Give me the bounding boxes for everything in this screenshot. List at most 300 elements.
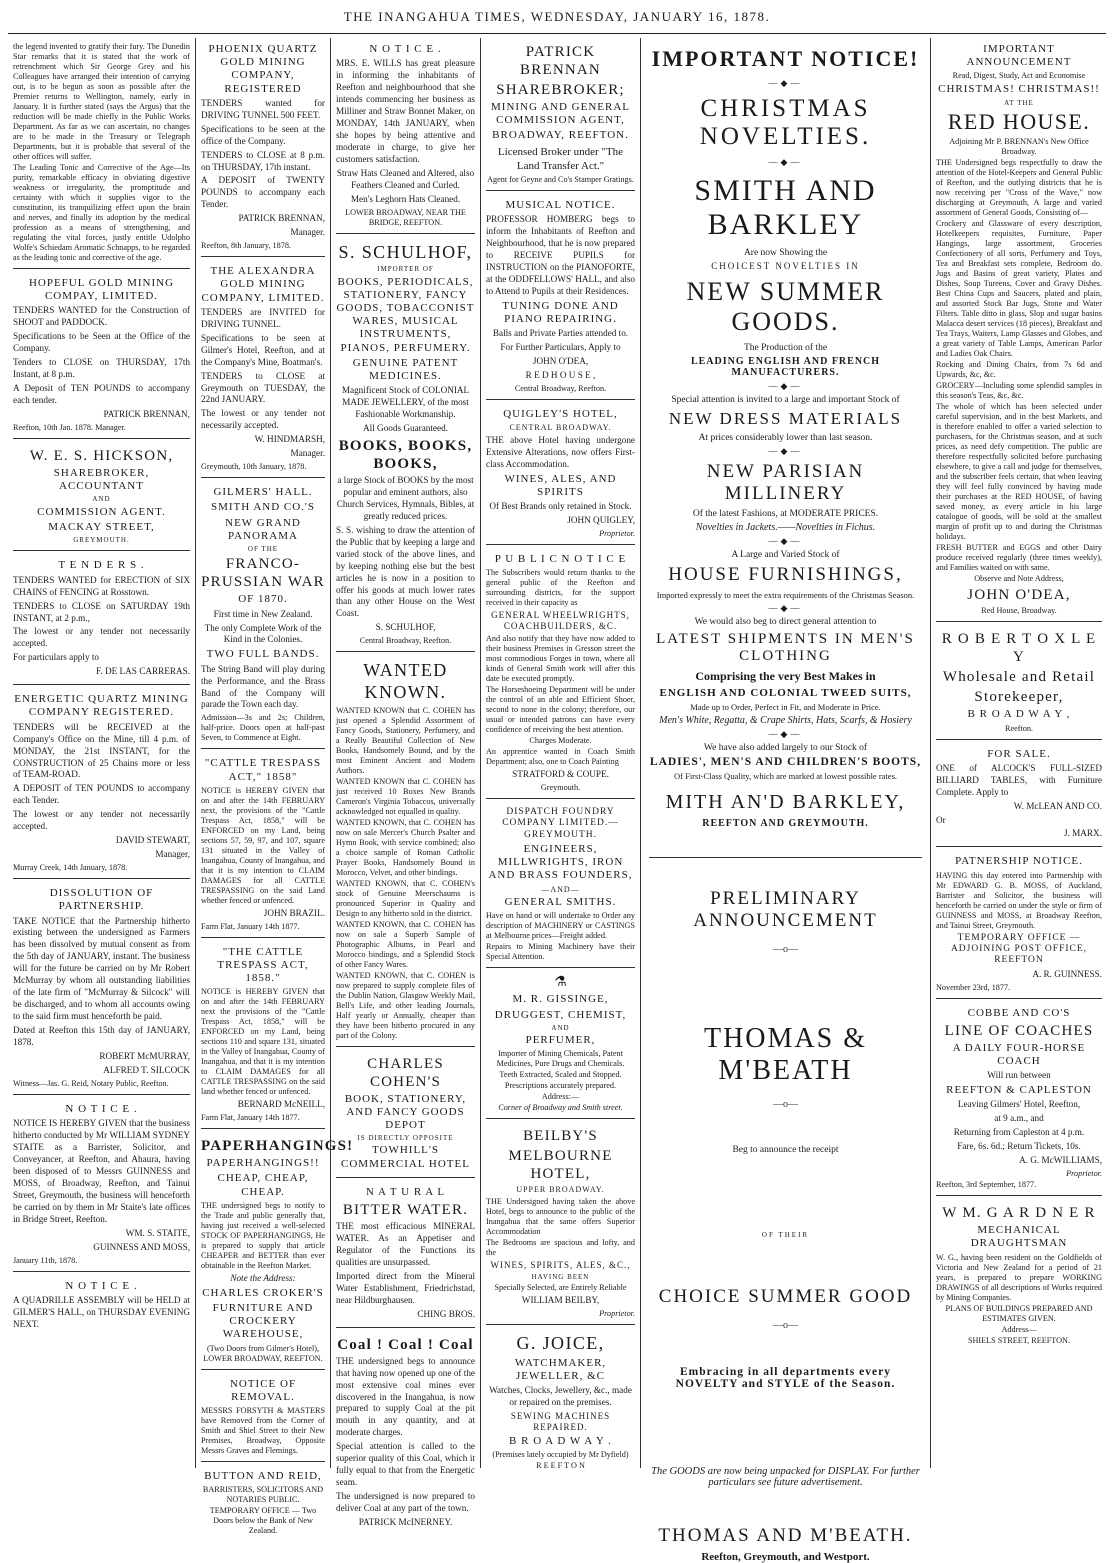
ad-body: Charges Moderate. <box>529 735 592 745</box>
ad-body: TENDERS to CLOSE at Greymouth on TUESDAY, the 22nd JANUARY. <box>201 370 325 405</box>
ad-heading: R O B E R T O X L E Y <box>941 631 1097 666</box>
ad-subheading: —AND— <box>541 884 580 894</box>
ornament: —◆— <box>768 446 803 456</box>
ad-subheading: LATEST SHIPMENTS IN MEN'S CLOTHING <box>656 631 915 664</box>
ad-heading: GILMERS' HALL. <box>213 486 313 499</box>
ad-town: GREYMOUTH. <box>73 536 130 545</box>
ad-body: A DEPOSIT of TEN POUNDS to accompany each Tender. <box>13 783 190 806</box>
ad-heading: FOR SALE. <box>987 747 1051 760</box>
ad-signature: JOHN QUIGLEY, <box>567 515 635 526</box>
ornament: —o— <box>773 944 798 955</box>
paperhangings-ad <box>201 1132 354 1369</box>
ad-subheading: AND <box>551 1023 570 1032</box>
dissolution-ad <box>13 882 190 1095</box>
ad-body: TENDERS to CLOSE at 8 p.m. on THURSDAY, 17th instant. <box>201 149 325 172</box>
ad-heading: T E N D E R S . <box>58 559 145 572</box>
ad-body: Of the latest Fashions, at MODERATE PRICES. <box>692 509 879 519</box>
ad-body: W. G., having been resident on the Goldfields of Victoria and New Zealand for a period of 21 years, is prepared to prepare WORKING DRAWINGS of all descriptions of Works required by Mining Companies. <box>936 1252 1102 1302</box>
ad-body: (Premises lately occupied by Mr Dyfield) <box>492 1449 629 1459</box>
ad-body: Special attention is invited to a large and important Stock of <box>671 395 900 405</box>
ad-date: Farm Flat, January 14th 1877. <box>201 1113 300 1123</box>
ad-subheading: NEW GRAND PANORAMA <box>225 516 301 542</box>
ad-body: TENDERS WANTED for the Construction of SHOOT and PADDOCK. <box>13 305 190 328</box>
ad-role: Proprietor. <box>599 529 635 539</box>
ad-date: Greymouth, 10th January, 1878. <box>201 462 307 472</box>
ad-body: (Two Doors from Gilmer's Hotel), LOWER BROADWAY, REEFTON. <box>203 1343 323 1363</box>
ad-body: A Deposit of TEN POUNDS to accompany each tender. <box>13 383 190 406</box>
ad-subheading: LINE OF COACHES <box>944 1022 1094 1039</box>
ad-body: TENDERS to CLOSE on SATURDAY 19th INSTANT, at 2 p.m., <box>13 600 190 623</box>
phoenix-tender-ad <box>201 38 325 257</box>
ad-body: WANTED KNOWN that C. COHEN has just opened a Splendid Assortment of Fancy Goods, Stationery, Perfumery, and a Really Beautiful Collection of New Books, Handsomely Bound, and by the most Eminent Ancient and Modern Authors. <box>336 705 475 775</box>
ad-body: For particulars apply to <box>13 652 99 663</box>
ad-subheading: CHRISTMAS! CHRISTMAS!! <box>938 83 1100 96</box>
ad-heading: S. SCHULHOF, <box>338 241 473 262</box>
ad-body: The undersigned is now prepared to deliver Coal at any part of the town. <box>336 1491 475 1514</box>
ad-heading: NOTICE OF REMOVAL. <box>229 1377 297 1403</box>
ad-body: Tenders to CLOSE on THURSDAY, 17th Instant, at 8 p.m. <box>13 357 190 380</box>
ad-heading: ENERGETIC QUARTZ MINING COMPANY REGISTERED. <box>14 693 189 719</box>
beilby-hotel-ad <box>486 1122 635 1325</box>
ad-body: Agent for Geyne and Co's Stamper Gratings. <box>487 175 634 185</box>
ad-subheading: MELBOURNE HOTEL, <box>508 1148 613 1183</box>
ad-subheading: GENERAL WHEELWRIGHTS, COACHBUILDERS, &C. <box>491 610 630 632</box>
ad-body: Special attention is called to the superior quality of this Coal, which it fully equal to that from the Energetic seam. <box>336 1441 475 1488</box>
column-3 <box>331 38 480 1528</box>
ad-signature: J. MARX. <box>1063 828 1102 839</box>
ad-body: WANTED KNOWN, that C. COHEN has now on sale a Superb Sample of Photographic Albums, in Pearl and Morocco bindings, and a Splendid Stock of other Fancy Wares. <box>336 919 475 969</box>
ad-heading: PHOENIX QUARTZ GOLD MINING COMPANY, REGISTERED <box>208 43 318 95</box>
ad-body: Have on hand or will undertake to Order any description of MACHINERY or CASTINGS at Melbourne prices—Freight added. <box>486 911 635 941</box>
ad-body: THE Undersigned having taken the above Hotel, begs to announce to the public of the Inangahua that the same offers Superior Accommodation <box>486 1196 635 1236</box>
ad-body: Returning from Capleston at 4 p.m. <box>953 1127 1085 1138</box>
ad-signature: A. R. GUINNESS. <box>1032 968 1102 979</box>
divider <box>649 857 922 858</box>
staite-notice-ad <box>13 1098 190 1272</box>
ad-signature: STRATFORD & COUPE. <box>512 768 609 779</box>
ad-body: The Subscribers would return thanks to the general public of the Reefton and surrounding districts, for the support received in their capacity as <box>486 568 635 608</box>
gardner-draughtsman-ad <box>936 1199 1102 1350</box>
ad-signature: F. DE LAS CARRERAS. <box>96 666 190 677</box>
ad-subheading: CHARLES CROKER'S <box>202 1286 324 1299</box>
tonic-ad-text: The Leading Tonic and Corrective of the Age—Its purity, remarkable efficacy in obviating digestive weakness or irregularity, the promptitude and certainty with which it supplies vigor to the constitution, its tranquilizing effect upon the brain and nerves, and finally its adoption by the medical profession as a means of strengthening, and regulating the vital forces, justly entitle Udolpho Wolfe's Schiedam Aromatic Schnapps, to be regarded as the leading tonic and corrective of the age. <box>13 163 190 262</box>
ad-body: The whole of which has been selected under careful supervision, and in the best Markets, and is therefore enabled to offer a varied selection to purchasers, for the Christmas season, and at such prices, as need defy competition. The public are therefore respectfully solicited before purchasing elsewhere, to give a call and judge for themselves, and the subscriber feels certain, that when leaving they will feel fully convinced by having made their purchases at the RED HOUSE, of having saved money, as every article in his large catalogue of goods, will be sold at the smallest margin of profit up to and during the Christmas holidays. <box>936 402 1102 542</box>
ad-body: THE most efficacious MINERAL WATER. As an Appetiser and Regulator of the Functions its qualities are unsurpassed. <box>336 1221 475 1267</box>
ad-subheading: COMMISSION AGENT. <box>37 505 166 518</box>
ad-date: November 23rd, 1877. <box>936 982 1011 992</box>
ad-body: Leaving Gilmers' Hotel, Reefton, <box>957 1099 1081 1110</box>
cohen-depot-ad <box>336 1050 475 1178</box>
ad-subheading: PERFUMER, <box>525 1034 596 1047</box>
ad-body: Men's White, Regatta, & Crape Shirts, Hats, Scarfs, & Hosiery <box>659 715 912 726</box>
ad-body: MESSRS FORSYTH & MASTERS have Removed from the Corner of Smith and Shiel Street to their New Premises, Broadway, Opposite Messrs Graves and Flemings. <box>201 1405 325 1455</box>
ad-signature: WM. S. STAITE, <box>125 1227 190 1238</box>
joice-watchmaker-ad <box>486 1328 635 1476</box>
hopeful-tender-ad <box>13 272 190 439</box>
ad-subheading: SHAREBROKER, ACCOUNTANT <box>53 466 150 493</box>
ad-subheading: GENUINE PATENT MEDICINES. <box>352 356 459 382</box>
ad-body: A QUADRILLE ASSEMBLY will be HELD at GILMER'S HALL, on THURSDAY EVENING NEXT. <box>13 1294 190 1329</box>
ad-body: Admission—3s and 2s; Children, half-price. Doors open at half-past Seven, to Commence at Eight. <box>201 713 325 743</box>
ad-body: WANTED KNOWN, that C. COHEN is now prepared to supply complete files of the Dublin Nation, Glasgow Weekly Mail, Bell's Life, and other leading Journals, Half yearly or Annually, cheaper than they have been hitherto procured in any part of the Colony. <box>336 970 475 1040</box>
cobbe-coaches-ad <box>936 1002 1102 1196</box>
ad-subheading: BOOK, STATIONERY, AND FANCY GOODS DEPOT <box>344 1092 467 1131</box>
ad-heading: CHARLES COHEN'S <box>367 1055 444 1090</box>
ad-body: Importer of Mining Chemicals, Patent Medicines, Pure Drugs and Chemicals. <box>496 1049 625 1069</box>
ad-body: Novelties in Jackets.——Novelties in Fichus. <box>695 522 876 533</box>
ad-heading: M. R. GISSINGE, <box>512 993 609 1006</box>
ad-body: PLANS OF BUILDINGS PREPARED AND ESTIMATES GIVEN. <box>945 1303 1093 1323</box>
ad-body: TENDERS wanted for DRIVING TUNNEL 500 FEET. <box>201 97 325 120</box>
ad-body: THE above Hotel having undergone Extensive Alterations, now offers First-class Accommodation. <box>486 434 635 469</box>
ad-signature: W. McLEAN AND CO. <box>1013 800 1102 811</box>
ad-body: Licensed Broker under "The Land Transfer Act." <box>497 145 624 172</box>
ornament: —◆— <box>768 78 803 88</box>
ad-heading: IMPORTANT NOTICE! <box>651 46 920 71</box>
ad-body: TENDERS will be RECEIVED at the Company's Office on the Mine, till 4 p.m. of MONDAY, the 21st INSTANT, for the CONSTRUCTION of 25 Chains more or less of TEAM-ROAD. <box>13 721 190 780</box>
ad-body: THE undersigned begs to notify to the Trade and public generally that, having just received a well-selected STOCK OF PAPERHANGINGS, He is prepared to supply that article CHEAPER and BETTER than ever obtainable in the Reefton Market. <box>201 1200 325 1270</box>
ad-heading: HOPEFUL GOLD MINING COMPAY, LIMITED. <box>28 277 175 303</box>
ad-body: Specifications to be seen at the office of the Company. <box>201 123 325 146</box>
ad-body: The Horseshoeing Department will be under the control of an able and Efficient Shoer, second to none in the colony; therefore, our usual or intended patrons can have every confidence of receiving the best attention. <box>486 684 635 734</box>
ad-date: Dated at Reefton this 15th day of JANUARY, 1878. <box>13 1025 190 1048</box>
ad-body: BARRISTERS, SOLICITORS AND NOTARIES PUBLIC. <box>202 1485 324 1505</box>
ad-body: Observe and Note Address, <box>974 574 1064 584</box>
ad-subheading: FURNITURE AND CROCKERY WAREHOUSE, <box>212 1301 314 1341</box>
ad-subheading: DRUGGEST, CHEMIST, <box>494 1008 627 1021</box>
ad-address: B R O A D W A Y . <box>509 1434 612 1447</box>
ad-firm-name: THOMAS AND M'BEATH. <box>658 1525 913 1546</box>
billiard-sale-ad <box>936 743 1102 848</box>
ad-town: R E E F T O N <box>536 1460 585 1470</box>
ad-subheading: Storekeeper, <box>974 689 1064 706</box>
ad-date: Reefton, 3rd September, 1877. <box>936 1180 1037 1190</box>
ad-subheading: CHEAP, CHEAP, CHEAP. <box>217 1172 309 1198</box>
news-text: the legend invented to gratify their fury. The Dunedin Star remarks that it is stated that the work of retrenchment which Sir George Grey and his Colleagues have arranged their intention of carrying out, is to be begun as soon as possible after the Premier returns to Wellington, namely, early in January. It is further stated (says the Argus) that the reduction will be made chiefly in the Public Works Department. As far as we can ascertain, no changes are to be made in the Treasury or Telegraph Departments, but it is probable that several of the other offices will suffer. <box>13 42 190 161</box>
ad-body: PROFESSOR HOMBERG begs to inform the Inhabitants of Reefton and Neighbourhood, that he is now prepared to RECEIVE PUPILS for INSTRUCTION on the PIANOFORTE, at the ODDFELLOWS' HALL, and also to Attend to Pupils at their Residences. <box>486 214 635 297</box>
ad-heading: BUTTON AND REID, <box>204 1469 322 1482</box>
ad-body: TENDERS are INVITED for DRIVING TUNNEL. <box>201 306 325 329</box>
fencing-tender-ad <box>13 554 190 685</box>
ad-body: LEADING ENGLISH AND FRENCH MANUFACTURERS. <box>690 356 881 378</box>
gissing-chemist-ad <box>486 971 635 1119</box>
ad-body: Note the Address: <box>230 1272 296 1283</box>
main-advertisement <box>641 38 930 1563</box>
ad-signature: JOHN O'DEA, <box>967 587 1071 604</box>
ad-body: MRS. E. WILLS has great pleasure in informing the inhabitants of Reefton and neighbourhood that she intends commencing her business as Milliner and Straw Bonnet Maker, on MONDAY, 14th JANUARY, when she hopes by being attentive and moderate in charge, to give her customers satisfaction. <box>336 58 475 164</box>
ad-date: Reefton, 10th Jan. 1878. Manager. <box>13 422 126 432</box>
column-6 <box>931 38 1107 1468</box>
ad-heading: RED HOUSE. <box>947 108 1091 134</box>
ad-body: Of Best Brands only retained in Stock. <box>489 501 632 512</box>
ad-body: Embracing in all departments every NOVELTY and STYLE of the Season. <box>675 1366 896 1390</box>
ad-body: FRESH BUTTER and EGGS and other Dairy produce received regularly (three times weekly), and Families waited on with same. <box>936 543 1102 573</box>
cattle-trespass-ad-2 <box>201 941 325 1130</box>
ornament: —◆— <box>768 603 803 613</box>
ad-body: Specifications to be Seen at the Office of the Company. <box>13 331 190 354</box>
ad-subheading: SMITH AND CO.'S <box>210 501 316 514</box>
ad-subheading: WATCHMAKER, JEWELLER, &C <box>514 1356 607 1382</box>
ad-subheading: NEW SUMMER GOODS. <box>686 277 885 336</box>
ad-body: A Large and Varied Stock of <box>731 550 840 560</box>
ad-body: The GOODS are now being unpacked for DISPLAY. For further particulars see future advertisement. <box>651 1466 920 1488</box>
mortar-pestle-icon: ⚗ <box>554 975 567 991</box>
ad-body: We would also beg to direct general attention to <box>694 617 877 627</box>
quigley-hotel-ad <box>486 403 635 545</box>
ad-address: LOWER BROADWAY, NEAR THE BRIDGE, REEFTON. <box>345 207 466 227</box>
ad-body: Imported direct from the Mineral Water Establishment, Friedrichstad, near Hildburghausen. <box>336 1270 475 1305</box>
oxley-storekeeper-ad <box>936 625 1102 739</box>
ad-body: We have also added largely to our Stock of <box>703 743 868 753</box>
ad-heading: PATRICK BRENNAN <box>520 44 601 78</box>
ad-body: TENDERS WANTED for ERECTION of SIX CHAINS of FENCING at Rosstown. <box>13 574 190 597</box>
ad-body: Adjoining Mr P. BRENNAN's New Office Broadway. <box>949 137 1089 157</box>
ad-body: The only Complete Work of the Kind in the Colonies. <box>204 622 322 645</box>
ad-address: Central Broadway, Reefton. <box>514 384 607 394</box>
ad-signature: PATRICK McINERNEY. <box>358 1517 453 1528</box>
ad-body: Address:— <box>541 1092 580 1102</box>
ad-role: Proprietor. <box>599 1309 635 1319</box>
partnership-notice-ad <box>936 850 1102 998</box>
ad-role: Proprietor. <box>1066 1169 1102 1179</box>
ad-subheading: WINES, SPIRITS, ALES, &C., <box>490 1259 631 1270</box>
ad-subheading: GENERAL SMITHS. <box>504 896 617 909</box>
musical-notice-ad <box>486 194 635 400</box>
button-reid-ad <box>201 1465 325 1541</box>
ad-body: Prescriptions accurately prepared. <box>504 1081 617 1091</box>
ad-body: Read, Digest, Study, Act and Economise <box>952 71 1086 81</box>
ad-body: A DEPOSIT of TWENTY POUNDS to accompany each Tender. <box>201 175 325 210</box>
ad-signature: PATRICK BRENNAN, <box>103 409 190 419</box>
ad-subheading: ENGLISH AND COLONIAL TWEED SUITS, <box>659 687 912 699</box>
ad-body: Comprising the very Best Makes in <box>695 669 876 683</box>
ad-heading: THE ALEXANDRA GOLD MINING COMPANY, LIMITED. <box>201 265 325 304</box>
ad-subheading: SEWING MACHINES REPAIRED. <box>510 1410 611 1432</box>
red-house-ad <box>936 38 1102 622</box>
ad-body: The String Band will play during the Performance, and the Brass Band of the Company will parade the Town each day. <box>201 663 325 710</box>
coal-ad <box>336 1331 475 1535</box>
ad-subheading: TWO FULL BANDS. <box>206 648 320 661</box>
ad-body: TEMPORARY OFFICE — Two Doors below the Bank of New Zealand. <box>209 1506 317 1536</box>
ad-signature: W. HINDMARSH, <box>254 434 325 445</box>
ad-body: The lowest or any tender not necessarily accepted. <box>201 408 325 431</box>
ad-subheading: IMPORTER OF <box>377 265 434 274</box>
ad-subheading: AND <box>92 495 111 504</box>
ad-heading: N A T U R A L <box>365 1185 446 1198</box>
ad-subheading: HOUSE FURNISHINGS, <box>668 564 903 585</box>
ad-signature: GUINNESS AND MOSS, <box>93 1241 190 1252</box>
ornament: —◆— <box>768 536 803 546</box>
ad-signature: DAVID STEWART, <box>115 835 190 846</box>
ad-body: S. S. wishing to draw the attention of the Public that by keeping a large and varied stock of the above lines, and by keeping nothing else but the best articles he is now in a position to offer his goods at much lower rates than any other House on the West Coast. <box>336 524 475 619</box>
ad-role: Manager. <box>290 448 325 459</box>
ad-heading: QUIGLEY'S HOTEL, <box>503 408 618 421</box>
ad-subheading: WINES, ALES, AND SPIRITS <box>504 472 617 499</box>
ad-heading: P U B L I C N O T I C E <box>494 553 627 566</box>
masthead-rule <box>8 33 1106 34</box>
ad-body: The Bedrooms are spacious and lofty, and the <box>486 1237 635 1257</box>
ad-subheading: AT THE <box>1004 98 1034 107</box>
ad-heading: PATNERSHIP NOTICE. <box>955 855 1083 868</box>
ad-subheading: Wholesale and Retail <box>942 669 1096 686</box>
ad-subheading: TEMPORARY OFFICE — ADJOINING POST OFFICE, REEFTON <box>950 932 1088 966</box>
ad-subheading: HAVING BEEN <box>531 1272 590 1281</box>
ad-body: ONE of ALCOCK'S FULL-SIZED BILLIARD TABLES, with Furniture Complete. Apply to <box>936 762 1102 797</box>
alexandra-tender-ad <box>201 260 325 478</box>
ad-date: Farm Flat, January 14th 1877. <box>201 921 300 931</box>
ad-body: a large Stock of BOOKS by the most popular and eminent authors, also Church Services, Hymnals, Bibles, at greatly reduced prices. <box>336 474 475 521</box>
ad-body: Rocking and Dining Chairs, from 7s 6d and Upwards, &c, &c. <box>936 360 1102 380</box>
ad-heading: PAPERHANGINGS! <box>201 1138 354 1155</box>
ad-subheading: OF THE <box>247 544 279 553</box>
cattle-trespass-ad-1 <box>201 752 325 937</box>
hickson-ad <box>13 442 190 552</box>
ad-address: B R O A D W A Y , <box>967 708 1071 721</box>
ad-heading: DISPATCH FOUNDRY COMPANY LIMITED.—GREYMOUTH. <box>502 806 619 840</box>
ad-address: MACKAY STREET, <box>48 520 155 533</box>
ad-body: All Goods Guaranteed. <box>363 422 448 433</box>
ad-body: Will run between <box>987 1070 1051 1081</box>
ornament: —◆— <box>768 157 803 167</box>
ad-body: WANTED KNOWN, that C. COHEN's stock of Genuine Meerschaums is pronounced Superior in Quality and Design to any hitherto sold in the district. <box>336 878 475 918</box>
ad-heading: BEILBY'S <box>523 1128 598 1145</box>
ad-body: HAVING this day entered into Partnership with Mr EDWARD G. B. MOSS, of Auckland, Barrister and Solicitor, the business will henceforth be carried on under the style or firm of GUINNESS and MOSS, at Broadway Reefton, and Tainui Street, Greymouth. <box>936 870 1102 930</box>
ad-heading: PRELIMINARY ANNOUNCEMENT <box>693 888 878 931</box>
ad-body: Are now Showing the <box>743 248 828 258</box>
ad-body: NOTICE is HEREBY GIVEN that on and after the 14th FEBRUARY next, the provisions of the "Cattle Trespass Act, 1858," will be ENFORCED on my Land, being sections 57, 59, 97, and 107, square 131 situated in the Valley of Inangahua, County of Inangahua, and that it is my intention to CLAIM DAMAGES for all CATTLE TRESPASSING on the said Land whether fenced or unfenced. <box>201 785 325 905</box>
ad-body: at 9 a.m., and <box>994 1113 1044 1124</box>
ornament: —◆— <box>768 729 803 739</box>
ad-role: Manager. <box>290 227 325 238</box>
ad-signature: ALFRED T. SILCOCK <box>103 1064 190 1075</box>
ad-subheading: TOWHILL'S COMMERCIAL HOTEL <box>341 1144 470 1170</box>
ad-subheading: CENTRAL BROADWAY. <box>509 423 612 433</box>
ad-body: First time in New Zealand. <box>213 608 313 619</box>
removal-notice-ad <box>201 1373 325 1462</box>
ad-body: Of First-Class Quality, which are marked at lowest possible rates. <box>674 771 897 781</box>
ad-body: Teeth Extracted, Scaled and Stopped. <box>499 1070 622 1080</box>
ad-body: Made up to Order, Perfect in Fit, and Moderate in Price. <box>690 702 881 712</box>
ad-body: WANTED KNOWN, that C. COHEN has now on sale Mercer's Church Psalter and Hymn Book, with service combined; also a choice sample of Roman Catholic Prayer Books, Handsomely Bound in Morocco, Velvet, and other bindings. <box>336 817 475 877</box>
ad-subheading: MECHANICAL DRAUGHTSMAN <box>970 1224 1068 1250</box>
ad-heading: Coal ! Coal ! Coal <box>337 1336 474 1353</box>
ad-date: Reefton, 8th January, 1878. <box>201 241 291 251</box>
ad-heading: W M. G A R D N E R <box>942 1205 1096 1222</box>
ad-heading: WANTED KNOWN. <box>363 660 448 702</box>
ad-heading: "THE CATTLE TRESPASS ACT, 1858." <box>217 945 309 985</box>
ad-body: Magnificent Stock of COLONIAL MADE JEWELLERY, of the most Fashionable Workmanship. <box>341 385 470 420</box>
ad-signature: BERNARD McNEILL, <box>237 1099 325 1110</box>
ornament: —o— <box>773 1099 798 1110</box>
ad-body: A DAILY FOUR-HORSE COACH <box>952 1041 1086 1068</box>
ad-body: R E D H O U S E , <box>525 370 596 381</box>
ad-heading: "CATTLE TRESPASS ACT," 1858" <box>204 757 322 783</box>
ad-body: WANTED KNOWN that C. COHEN has just received 10 Boxes New Brands Cameron's Virginia Tobaccos, universally acknowledged not equalled in quality. <box>336 776 475 816</box>
ad-firm-name: MITH AN'D BARKLEY, <box>665 791 906 813</box>
ad-body: And also notify that they have now added to their business Premises in Gresson street the most commodious Forges in town, where all kinds of General Smith work will after this date be executed promptly. <box>486 633 635 683</box>
ad-heading: W. E. S. HICKSON, <box>29 447 174 464</box>
ad-body: Imported expressly to meet the extra requirements of the Christmas Season. <box>656 590 915 600</box>
ad-signature: A. G. McWILLIAMS, <box>1019 1155 1102 1166</box>
wanted-known-ad <box>336 655 475 1046</box>
ad-body: GROCERY—Including some splendid samples in this season's Teas, &c, &c. <box>936 381 1102 401</box>
ad-subheading: OF 1870. <box>238 593 288 606</box>
news-item <box>13 38 190 269</box>
ad-subheading: MINING AND GENERAL COMMISSION AGENT, <box>491 101 630 127</box>
ad-body: The lowest or any tender not necessarily accepted. <box>13 809 190 832</box>
ad-firm-name: THOMAS & M'BEATH <box>703 1023 867 1086</box>
ad-body: TAKE NOTICE that the Partnership hitherto existing between the undersigned as Farmers has been dissolved by mutual consent as from the 5th day of JANUARY, instant. The business will for the future be carried on by Mr Robert McMurray by whom all outstanding liabilities of the late firm of "McMurray & Silcock" will be discharged, and to whom all accounts owing to the said firm must henceforth be paid. <box>13 915 190 1022</box>
ad-signature: ROBERT McMURRAY, <box>99 1051 190 1062</box>
ad-body: At prices considerably lower than last season. <box>698 433 873 443</box>
ad-subheading: BITTER WATER. <box>342 1202 469 1219</box>
ad-town: Reefton. <box>1005 723 1033 733</box>
ad-subheading: ENGINEERS, MILLWRIGHTS, IRON AND BRASS FOUNDERS, <box>488 843 633 882</box>
dispatch-foundry-ad <box>486 802 635 969</box>
bitter-water-ad <box>336 1181 475 1328</box>
ad-body: OF THEIR <box>761 1231 810 1239</box>
ad-signature: CHING BROS. <box>417 1308 475 1319</box>
ornament: —◆— <box>768 381 803 391</box>
ad-subheading: BOOKS, PERIODICALS, STATIONERY, FANCY GOODS, TOBACCONIST WARES, MUSICAL INSTRUMENTS, PIANOS, PERFUMERY. <box>336 275 475 354</box>
ad-body: Specially Selected, are Entirely Reliable <box>494 1283 627 1293</box>
ad-address: BROADWAY, REEFTON. <box>492 129 629 142</box>
ad-subheading: IS DIRECTLY OPPOSITE <box>357 1134 454 1143</box>
masthead: THE INANGAHUA TIMES, WEDNESDAY, JANUARY 16, 1878. <box>343 9 771 24</box>
public-notice-ad <box>486 548 635 799</box>
ad-heading: COBBE AND CO'S <box>967 1006 1071 1019</box>
ad-subheading: NEW DRESS MATERIALS <box>668 409 903 428</box>
thomas-mbeath-ad <box>649 888 922 1563</box>
ad-address: Central Broadway, Reefton. <box>359 636 452 646</box>
ad-body: Crockery and Glassware of every description, Hotelkeepers requisites, Furniture, Paper Hangings, large assortment, Groceries Confectionery of all sorts, Perfumery and Toys, Tea and Breakfast sets complete, Bedroom do. Jugs and Basins of great variety, Plates and Dishes, Soup Tureens, Cover and Gravy Dishes. Best China Cups and Saucers, plated and plain, and assorted Stock Bar Jugs, Stone and Water Filters. Table ditto in glass, Slop and sugar basins Malacca desert services (18 pieces), Breakfast and Tea Trays, Waiters, Lamp Glasses and Globes, and a great variety of Table Lamps, American Parlor and Ladies Oak Chairs. <box>936 219 1102 359</box>
ad-body: Fare, 6s. 6d.; Return Tickets, 10s. <box>957 1141 1081 1152</box>
ad-subheading: TUNING DONE AND PIANO REPAIRING. <box>502 300 619 326</box>
ad-subheading: SHAREBROKER; <box>496 82 625 98</box>
schulhof-ad <box>336 237 475 653</box>
ad-heading: IMPORTANT ANNOUNCEMENT <box>966 43 1072 69</box>
ad-body: THE undersigned begs to announce that having now opened up one of the most extensive coal mines ever discovered in the Inangahua, is now prepared to supply Coal at the pit mouth in any quantity, and at moderate charges. <box>336 1355 475 1438</box>
ad-role: Manager, <box>155 849 190 860</box>
ad-witness: Witness—Jas. G. Reid, Notary Public, Reefton. <box>13 1078 169 1088</box>
ad-subheading: FRANCO-PRUSSIAN WAR <box>201 556 325 591</box>
ornament: —o— <box>773 1320 798 1331</box>
ad-date: Murray Creek, 14th January, 1878. <box>13 863 128 873</box>
gilmers-hall-ad <box>201 481 325 749</box>
ad-towns: REEFTON AND GREYMOUTH. <box>702 818 869 829</box>
ad-signature: JOHN BRAZIL. <box>263 907 325 918</box>
ad-body: Men's Leghorn Hats Cleaned. <box>350 193 461 204</box>
ad-date: January 11th, 1878. <box>13 1255 78 1265</box>
column-1 <box>8 38 195 1468</box>
ad-heading: MUSICAL NOTICE. <box>505 199 616 212</box>
ad-heading: BOOKS, BOOKS, BOOKS, <box>338 437 473 472</box>
ad-signature: PATRICK BRENNAN, <box>238 213 325 224</box>
ad-towns: Reefton, Greymouth, and Westport. <box>701 1551 870 1563</box>
smith-barkley-ad <box>649 46 922 829</box>
ad-subheading: LADIES', MEN'S AND CHILDREN'S BOOTS, <box>649 756 922 768</box>
ad-heading: DISSOLUTION OF PARTNERSHIP. <box>49 887 154 913</box>
ad-address: SHIELS STREET, REEFTON. <box>967 1335 1071 1345</box>
ad-town: Greymouth. <box>540 782 581 792</box>
ad-body: Straw Hats Cleaned and Altered, also Feathers Cleaned and Curled. <box>336 167 475 190</box>
brennan-sharebroker-ad <box>486 38 635 191</box>
ad-address: Corner of Broadway and Smith street. <box>498 1103 623 1113</box>
ad-heading: G. JOICE, <box>516 1333 605 1354</box>
ad-body: NOTICE is HEREBY GIVEN that on and after the 14th FEBRUARY next the provisions of the "Cattle Trespass Act, 1858," will be ENFORCED on my Land, being sections 110 and square 131, situated in the Valley of Inangahua, County of Inangahua, and that it is my intention to CLAIM DAMAGES for all CATTLE TRESPASSING on the said land whether fenced or unfenced. <box>201 987 325 1097</box>
ad-signature: S. SCHULHOF, <box>375 622 436 633</box>
ad-heading: N O T I C E . <box>65 1102 138 1115</box>
